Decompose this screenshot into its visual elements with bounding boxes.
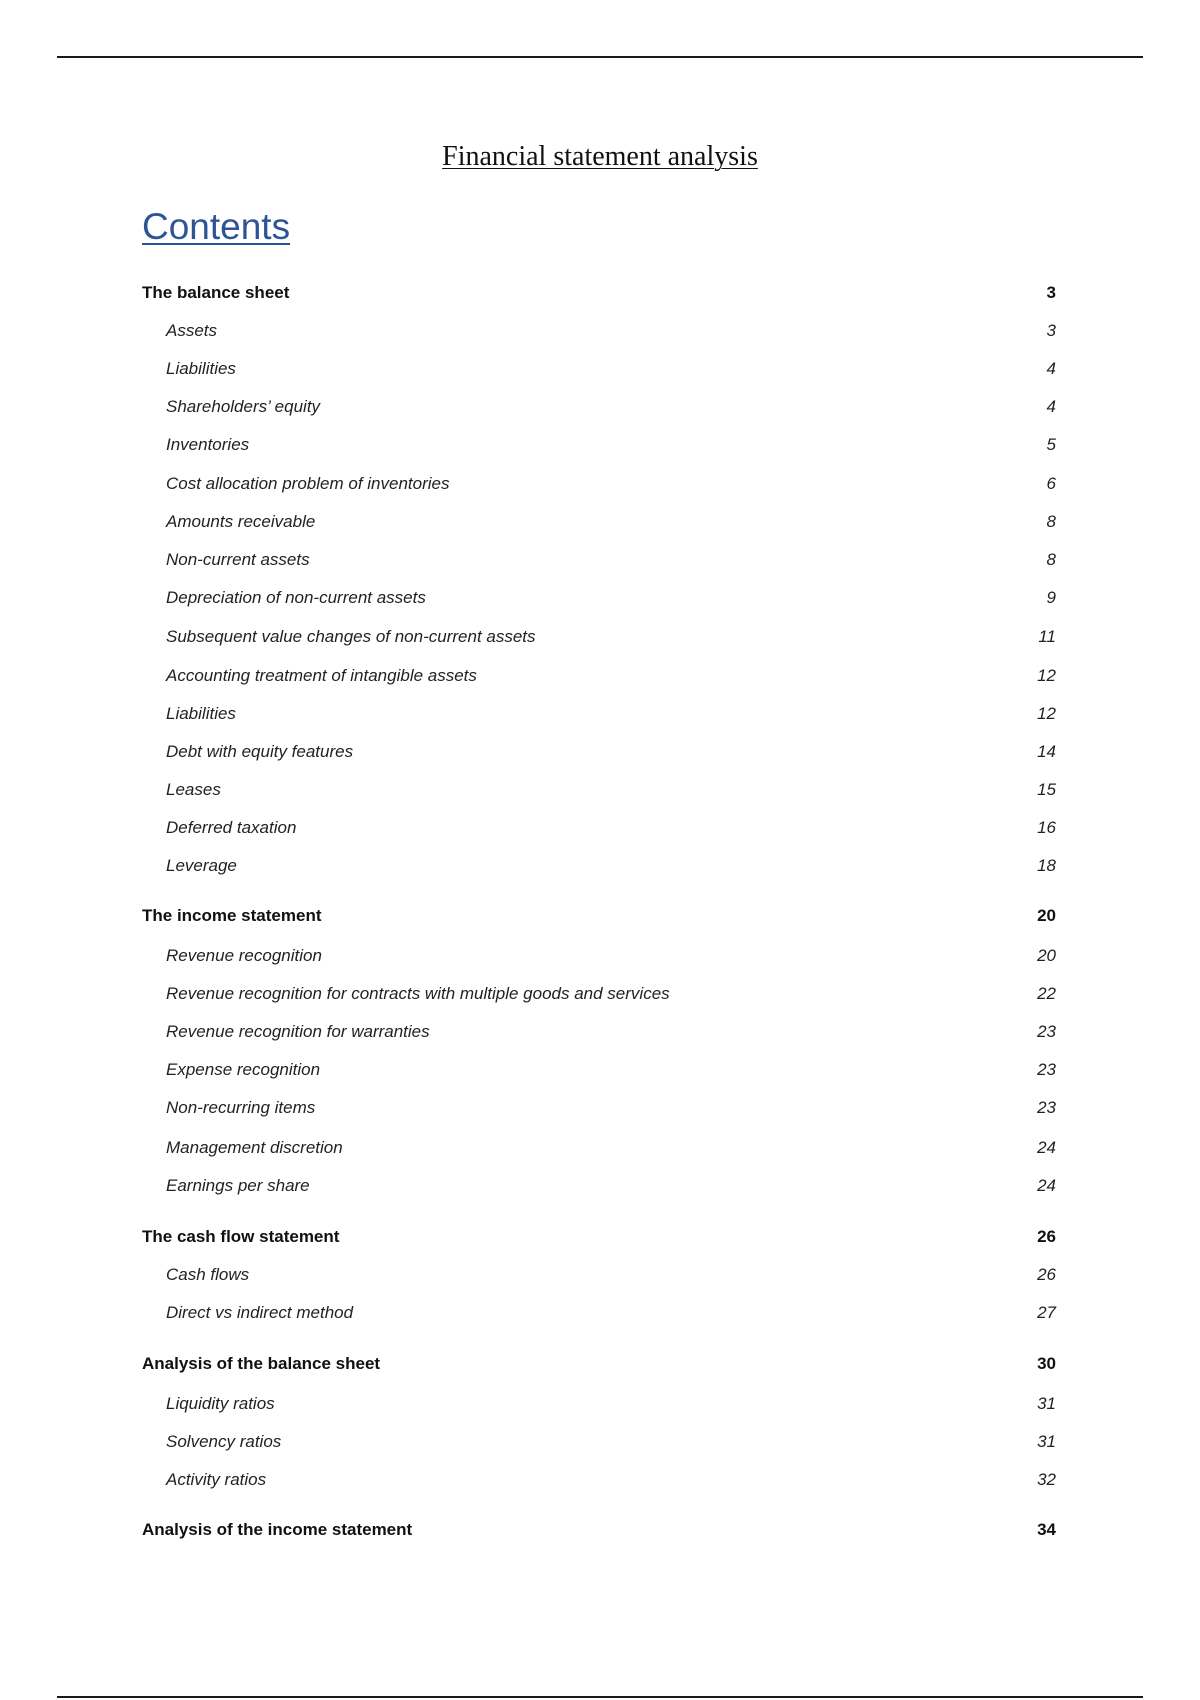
toc-entry-page-number: 15 [1037, 780, 1056, 799]
toc-entry-label: Solvency ratios [166, 1432, 282, 1451]
toc-subsection-entry[interactable] [142, 741, 1056, 763]
toc-entry-page-number: 31 [1037, 1394, 1056, 1413]
footer-rule [57, 1696, 1143, 1698]
toc-entry-label: Non-recurring items [166, 1098, 316, 1117]
toc-subsection-entry[interactable] [142, 1021, 1056, 1043]
toc-entry-label: Revenue recognition [166, 946, 322, 965]
toc-entry-page-number: 6 [1046, 474, 1056, 493]
toc-subsection-entry[interactable] [142, 1137, 1056, 1159]
toc-entry-label: Assets [166, 321, 218, 340]
toc-entry-page-number: 12 [1037, 704, 1056, 723]
document-title-text: Financial statement analysis [442, 141, 758, 172]
toc-entry-label: The income statement [142, 906, 322, 925]
toc-subsection-entry[interactable] [142, 855, 1056, 877]
toc-subsection-entry[interactable] [142, 511, 1056, 533]
toc-entry-label: Subsequent value changes of non-current assets [166, 627, 536, 646]
toc-section-entry[interactable] [142, 282, 1056, 304]
toc-entry-page-number: 31 [1037, 1432, 1056, 1451]
toc-subsection-entry[interactable] [142, 703, 1056, 725]
toc-subsection-entry[interactable] [142, 434, 1056, 456]
toc-entry-page-number: 32 [1037, 1470, 1056, 1489]
toc-entry-page-number: 8 [1046, 512, 1056, 531]
toc-entry-label: Analysis of the balance sheet [142, 1354, 381, 1373]
toc-entry-label: Non-current assets [166, 550, 310, 569]
toc-entry-label: Liquidity ratios [166, 1394, 275, 1413]
toc-entry-page-number: 18 [1037, 856, 1056, 875]
toc-entry-page-number: 12 [1037, 666, 1056, 685]
toc-section-entry[interactable] [142, 1353, 1056, 1375]
toc-entry-page-number: 23 [1037, 1022, 1056, 1041]
toc-subsection-entry[interactable] [142, 396, 1056, 418]
toc-entry-page-number: 23 [1037, 1060, 1056, 1079]
toc-subsection-entry[interactable] [142, 1431, 1056, 1453]
toc-section-entry[interactable] [142, 905, 1056, 927]
contents-heading: Contents [142, 206, 291, 247]
toc-entry-label: Liabilities [166, 359, 236, 378]
toc-entry-page-number: 3 [1046, 321, 1056, 340]
toc-entry-label: Deferred taxation [166, 818, 297, 837]
toc-section-entry[interactable] [142, 1519, 1056, 1541]
toc-subsection-entry[interactable] [142, 1302, 1056, 1324]
toc-entry-page-number: 34 [1037, 1520, 1056, 1539]
toc-entry-page-number: 20 [1037, 906, 1056, 925]
toc-entry-label: Accounting treatment of intangible assets [166, 666, 477, 685]
toc-entry-label: Management discretion [166, 1138, 343, 1157]
toc-subsection-entry[interactable] [142, 1175, 1056, 1197]
toc-entry-page-number: 4 [1046, 359, 1056, 378]
toc-entry-page-number: 20 [1037, 946, 1056, 965]
toc-subsection-entry[interactable] [142, 549, 1056, 571]
toc-subsection-entry[interactable] [142, 1097, 1056, 1119]
toc-entry-page-number: 24 [1037, 1176, 1056, 1195]
toc-entry-page-number: 9 [1046, 588, 1056, 607]
toc-entry-label: Earnings per share [166, 1176, 310, 1195]
toc-subsection-entry[interactable] [142, 587, 1056, 609]
toc-subsection-entry[interactable] [142, 1393, 1056, 1415]
toc-entry-page-number: 27 [1037, 1303, 1056, 1322]
toc-entry-page-number: 5 [1046, 435, 1056, 454]
toc-entry-label: The cash flow statement [142, 1227, 340, 1246]
toc-entry-label: The balance sheet [142, 283, 290, 302]
toc-entry-page-number: 24 [1037, 1138, 1056, 1157]
toc-entry-label: Revenue recognition for contracts with multiple goods and services [166, 984, 670, 1003]
toc-entry-page-number: 8 [1046, 550, 1056, 569]
toc-subsection-entry[interactable] [142, 626, 1056, 648]
toc-entry-page-number: 23 [1037, 1098, 1056, 1117]
toc-entry-page-number: 14 [1037, 742, 1056, 761]
toc-entry-page-number: 26 [1037, 1227, 1056, 1246]
toc-subsection-entry[interactable] [142, 473, 1056, 495]
toc-entry-page-number: 3 [1046, 283, 1056, 302]
toc-entry-label: Leverage [166, 856, 237, 875]
toc-entry-label: Analysis of the income statement [142, 1520, 413, 1539]
document-title [0, 140, 1200, 174]
header-rule [57, 56, 1143, 58]
toc-entry-page-number: 22 [1037, 984, 1056, 1003]
toc-entry-label: Leases [166, 780, 221, 799]
toc-subsection-entry[interactable] [142, 1469, 1056, 1491]
toc-entry-label: Amounts receivable [166, 512, 316, 531]
toc-entry-label: Revenue recognition for warranties [166, 1022, 430, 1041]
toc-entry-label: Inventories [166, 435, 250, 454]
toc-entry-page-number: 11 [1038, 627, 1056, 646]
toc-entry-page-number: 26 [1037, 1265, 1056, 1284]
toc-subsection-entry[interactable] [142, 817, 1056, 839]
toc-entry-label: Expense recognition [166, 1060, 321, 1079]
toc-subsection-entry[interactable] [142, 320, 1056, 342]
toc-entry-page-number: 30 [1037, 1354, 1056, 1373]
toc-entry-page-number: 16 [1037, 818, 1056, 837]
toc-subsection-entry[interactable] [142, 1059, 1056, 1081]
toc-entry-label: Activity ratios [166, 1470, 267, 1489]
toc-entry-label: Liabilities [166, 704, 236, 723]
toc-entry-label: Cost allocation problem of inventories [166, 474, 450, 493]
toc-entry-label: Debt with equity features [166, 742, 354, 761]
toc-subsection-entry[interactable] [142, 779, 1056, 801]
toc-subsection-entry[interactable] [142, 665, 1056, 687]
toc-entry-label: Direct vs indirect method [166, 1303, 354, 1322]
toc-subsection-entry[interactable] [142, 1264, 1056, 1286]
toc-entry-label: Shareholders’ equity [166, 397, 321, 416]
toc-subsection-entry[interactable] [142, 358, 1056, 380]
toc-entry-label: Depreciation of non-current assets [166, 588, 426, 607]
toc-entry-page-number: 4 [1046, 397, 1056, 416]
toc-subsection-entry[interactable] [142, 945, 1056, 967]
toc-section-entry[interactable] [142, 1226, 1056, 1248]
toc-subsection-entry[interactable] [142, 983, 1056, 1005]
toc-entry-label: Cash flows [166, 1265, 250, 1284]
